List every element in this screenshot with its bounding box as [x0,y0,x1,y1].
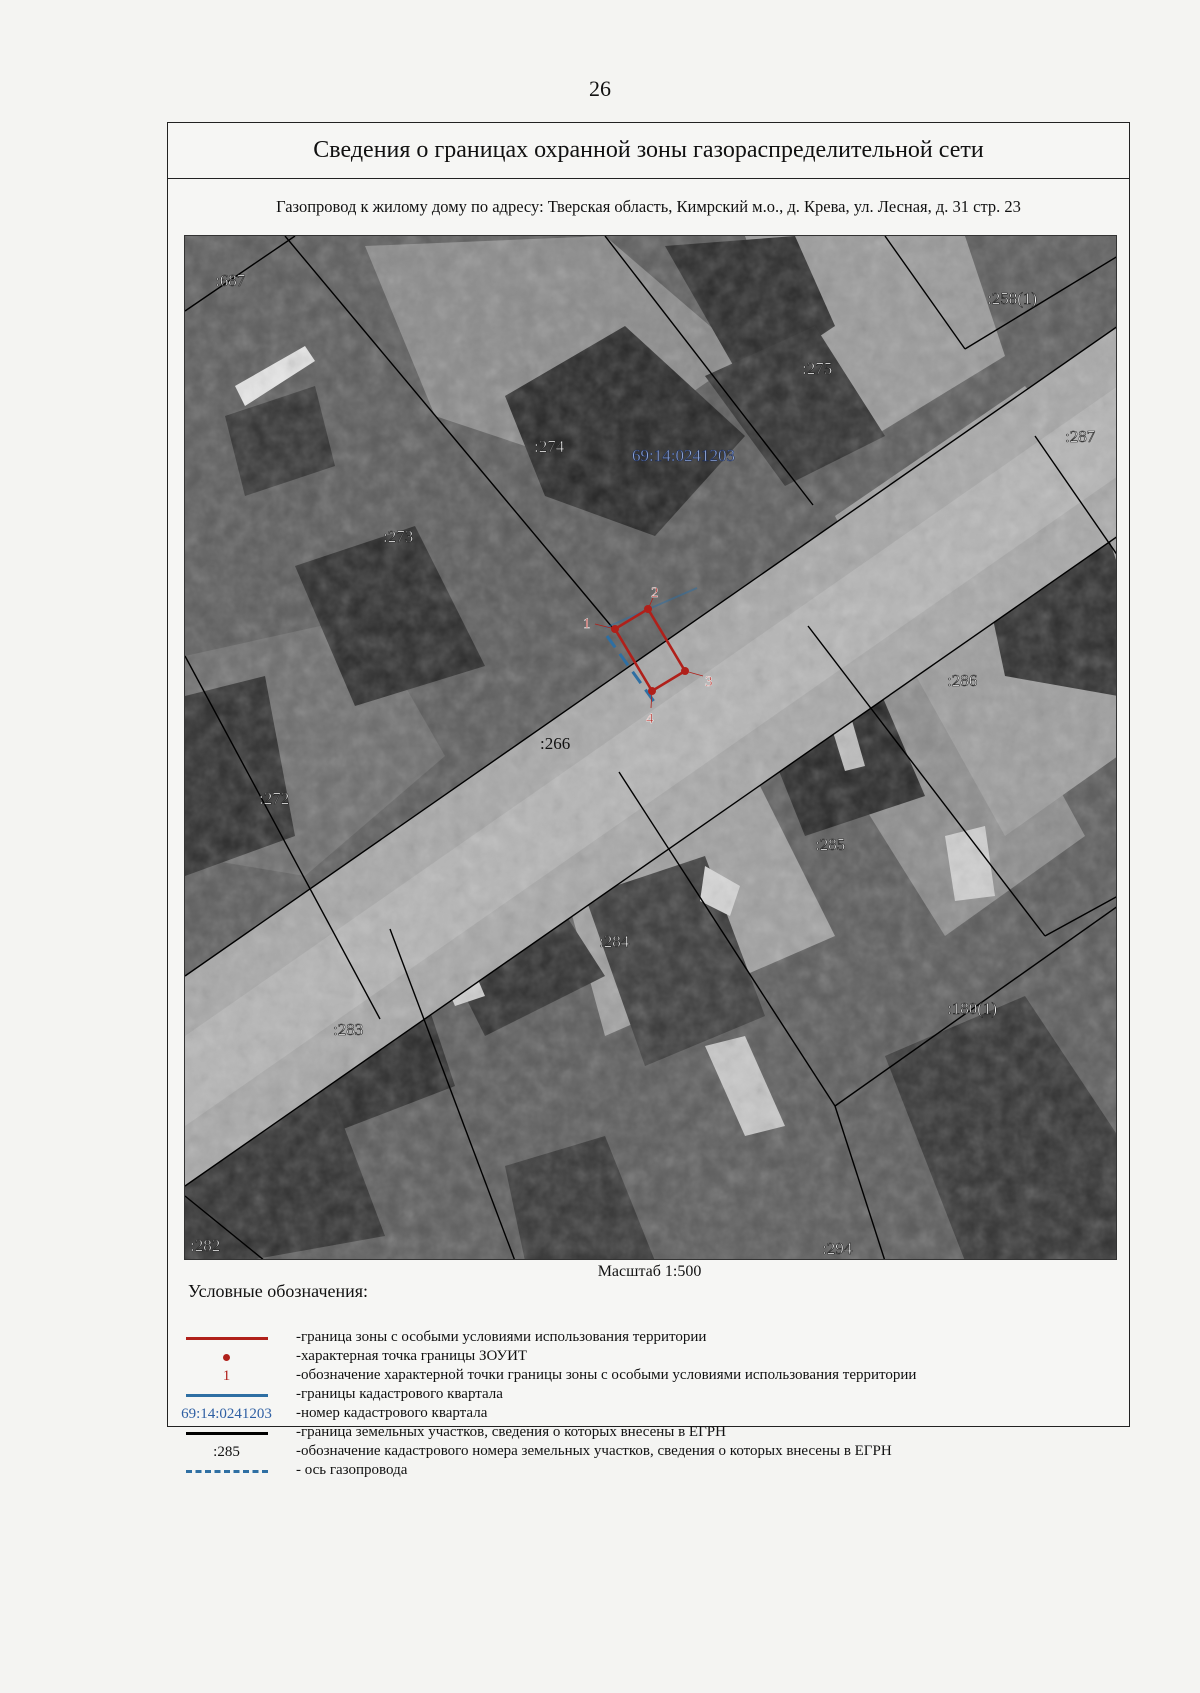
legend-item-parcel-boundary [168,1423,1131,1443]
map-canvas [185,236,1117,1260]
parcel-label-272: :272 [259,789,290,808]
parcel-label-282: :282 [190,1236,221,1255]
legend-item-quarter-boundary [168,1385,1131,1405]
parcel-label-180: :180(1) [947,999,998,1018]
legend-item-point-number [168,1366,1131,1386]
legend-item-quarter-number [168,1404,1131,1424]
parcel-label-258: :258(1) [987,289,1038,308]
page-number: 26 [589,76,611,101]
document-frame [167,122,1130,1478]
legend-text: -обозначение характерной точки границы зоны с особыми условиями использования территории [296,1367,917,1383]
point-label-2: 2 [651,585,659,601]
parcel-label-273: :273 [383,527,414,546]
point-label-1: 1 [583,616,591,632]
map-view[interactable] [184,235,1117,1260]
black-line-symbol [186,1432,268,1435]
legend-text: -характерная точка границы ЗОУИТ [296,1348,528,1364]
blue-dashed-symbol [186,1470,268,1473]
legend-text: -границы кадастрового квартала [296,1386,503,1402]
point-label-3: 3 [705,674,713,690]
blue-line-symbol [186,1394,268,1397]
quarter-number-symbol: 69:14:0241203 [181,1405,272,1422]
legend-item-zone-boundary [168,1328,1131,1348]
document-subtitle: Газопровод к жилому дому по адресу: Тверская область, Кимрский м.о., д. Крева, ул. Лесная, д. 31 стр. 23 [276,197,1021,216]
point-label-4: 4 [646,711,654,727]
parcel-label-284: :284 [599,932,630,951]
legend-item-parcel-number [168,1442,1131,1462]
document-title: Сведения о границах охранной зоны газораспределительной сети [168,123,1129,179]
parcel-label-266: :266 [540,734,571,753]
red-line-symbol [186,1337,268,1340]
legend-text: -обозначение кадастрового номера земельных участков, сведения о которых внесены в ЕГРН [296,1443,892,1459]
legend-text: -граница земельных участков, сведения о которых внесены в ЕГРН [296,1424,726,1440]
aerial-imagery [185,236,1117,1260]
parcel-label-274: :274 [534,437,565,456]
legend-title: Условные обозначения: [188,1281,369,1301]
parcel-label-286: :286 [947,671,978,690]
legend-item-zone-point [168,1347,1131,1367]
legend-item-gas-axis [168,1461,1131,1481]
parcel-label-275: :275 [802,359,833,378]
parcel-label-294: :294 [822,1239,853,1258]
parcel-label-283: :283 [333,1020,364,1039]
parcel-label-287: :287 [1065,427,1096,446]
legend-text: - ось газопровода [296,1462,408,1478]
red-dot-symbol [223,1354,230,1361]
quarter-number-label: 69:14:0241203 [632,446,735,465]
point-number-symbol: 1 [222,1367,231,1384]
parcel-label-285: :285 [815,835,846,854]
parcel-label-687: :687 [215,271,246,290]
legend-text: -граница зоны с особыми условиями использования территории [296,1329,707,1345]
parcel-number-symbol: :285 [213,1443,240,1460]
legend-text: -номер кадастрового квартала [296,1405,488,1421]
map-scale: Масштаб 1:500 [597,1263,702,1280]
